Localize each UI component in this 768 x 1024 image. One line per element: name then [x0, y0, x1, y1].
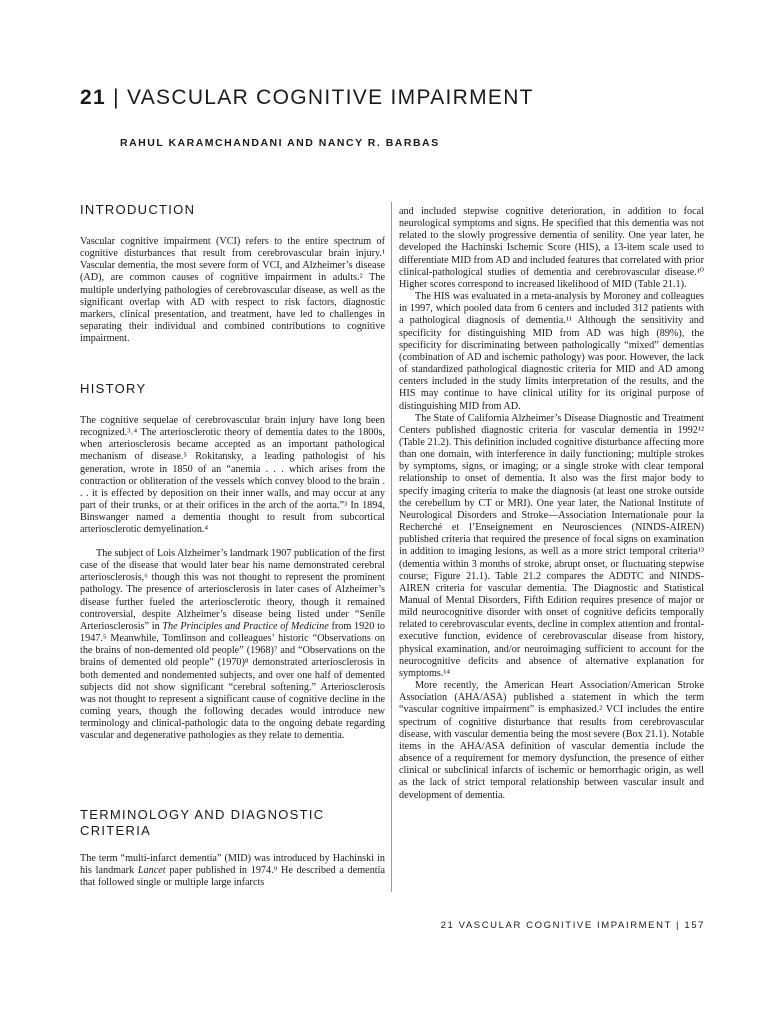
right-paragraph-1: and included stepwise cognitive deterioration, in addition to focal neurological symptoms and signs. He specified that this dementia was not related to the slowly progressive dementia of senility. One year later, he developed the Hachinski Ischemic Score (HIS), a 13-item scale used to differentiate MID from AD and included features that correlated with prior clinical-pathological studies of dementia and cerebrovascular disease.¹⁰ Higher scores correspond to increased likelihood of MID (Table 21.1). — [399, 206, 704, 290]
journal-title: Lancet — [137, 865, 166, 877]
history-paragraph-2: The subject of Lois Alzheimer’s landmark 1907 publication of the first case of the disease that would later bear his name demonstrated cerebral arteriosclerosis,⁶ though this was not thought to represent the prominent pathology. The presence of arteriosclerosis in later cases of Alzheimer’s disease further fueled the arteriosclerotic theory, though it remained controversial, despite Alzheimer’s disease being listed under “Senile Arteriosclerosis” in The Principles and Practice of Medicine from 1920 to 1947.⁵ Meanwhile, Tomlinson and colleagues’ historic “Observations on the brains of non-demented old people” (1968)⁷ and “Observations on the brains of demented old people” (1970)⁸ demonstrated arteriosclerosis in both demented and nondemented subjects, and over one half of demented subjects did not show significant “cerebral softening.” Arteriosclerosis was not thought to represent a significant cause of cognitive decline in the coming years, though the following decades would introduce new terminology and clinical-pathologic data to the ongoing debate regarding vascular and degenerative pathologies as they relate to dementia. — [80, 548, 385, 742]
history-heading: HISTORY — [80, 381, 147, 396]
right-paragraph-3: The State of California Alzheimer’s Disease Diagnostic and Treatment Centers published diagnostic criteria for vascular dementia in 1992¹² (Table 21.2). This definition included cognitive disturbance affecting more than one domain, with interference in daily functioning; multiple strokes by symptoms, signs, or imaging; or a single stroke with clear temporal relationship to onset of dementia. It also was the first major body to specify imaging criteria to make the diagnosis (at least one stroke outside the cerebellum by CT or MRI). One year later, the National Institute of Neurological Disorders and Stroke—Association Internationale pour la Recherché et l’Enseignement en Neurosciences (NINDS-AIREN) published criteria that required the presence of focal signs on examination in addition to imaging lesions, as well as a more strict temporal criteria¹³ (dementia within 3 months of stroke, abrupt onset, or fluctuating stepwise course; Figure 21.1). Table 21.2 compares the ADDTC and NINDS-AIREN criteria for vascular dementia. The Diagnostic and Statistical Manual of Mental Disorders, Fifth Edition requires presence of major or mild neurocognitive disorder with onset of cognitive deficits temporally related to cerebrovascular events, decline in complex attention and frontal-executive function, evidence of cerebrovascular disease from history, physical examination, and/or neuroimaging sufficient to account for the neurocognitive deficits and absence of alternative explanation for symptoms.¹⁴ — [399, 412, 704, 679]
chapter-title-text: VASCULAR COGNITIVE IMPAIRMENT — [127, 86, 534, 109]
column-divider — [391, 202, 392, 892]
terminology-heading: TERMINOLOGY AND DIAGNOSTIC CRITERIA — [80, 807, 325, 838]
chapter-title — [80, 86, 534, 110]
history-paragraph-1: The cognitive sequelae of cerebrovascular brain injury have long been recognized.³˒⁴ The arteriosclerotic theory of dementia dates to the 1800s, when arteriosclerosis became accepted as an important pathological mechanism of disease.⁵ Rokitansky, a leading pathologist of his generation, wrote in 1850 of an “anemia . . . which arises from the contraction or obliteration of the vessels which convey blood to the brain . . . it is effected by deposition on their inner walls, and may occur at any part of their trunks, or at their orifices in the arch of the aorta.”³ In 1894, Binswanger named a dementia thought to result from subcortical arteriosclerotic demyelination.⁴ — [80, 415, 385, 536]
introduction-heading: INTRODUCTION — [80, 202, 196, 217]
terminology-paragraph: The term “multi-infarct dementia” (MID) was introduced by Hachinski in his landmark Lancet paper published in 1974.⁹ He described a dementia that followed single or multiple large infarcts — [80, 853, 385, 889]
right-paragraph-4: More recently, the American Heart Association/American Stroke Association (AHA/ASA) published a statement in which the term “vascular cognitive impairment” is emphasized.² VCI includes the entire spectrum of cognitive disturbance that results from cerebrovascular disease, with vascular dementia being the most severe (Box 21.1). Notable items in the AHA/ASA definition of vascular dementia include the absence of a requirement for memory dysfunction, the presence of either clinical or subclinical infarcts of ischemic or hemorrhagic origin, as well as the lack of strict temporal relationship between vascular insult and development of dementia. — [399, 680, 704, 801]
author-line: RAHUL KARAMCHANDANI AND NANCY R. BARBAS — [120, 137, 440, 149]
introduction-paragraph: Vascular cognitive impairment (VCI) refers to the entire spectrum of cognitive disturbances that result from cerebrovascular brain injury.¹ Vascular dementia, the most severe form of VCI, and Alzheimer’s disease (AD), are common causes of cognitive impairment in adults.² The multiple underlying pathologies of cerebrovascular disease, as well as the significant overlap with AD with respect to risk factors, diagnostic markers, clinical presentation, and treatment, have led to challenges in separating their individual and combined contributions to cognitive impairment. — [80, 236, 385, 345]
right-paragraph-2: The HIS was evaluated in a meta-analysis by Moroney and colleagues in 1997, which pooled data from 6 centers and included 312 patients with a pathological diagnosis of dementia.¹¹ Although the sensitivity and specificity for distinguishing MID from AD was high (89%), the specificity for discriminating between pathologically “mixed” dementias (combination of AD and ischemic pathology) was poor. However, the lack of standardized pathological diagnostic criteria for MID and AD among centers included in the study limits interpretation of the results, and the HIS may continue to have clinical utility for its original purpose of distinguishing MID from AD. — [399, 291, 704, 412]
running-footer: 21 VASCULAR COGNITIVE IMPAIRMENT | 157 — [440, 920, 705, 931]
chapter-number: 21 — [80, 86, 106, 109]
title-separator: | — [105, 86, 127, 109]
book-title: The Principles and Practice of Medicine — [162, 620, 329, 632]
